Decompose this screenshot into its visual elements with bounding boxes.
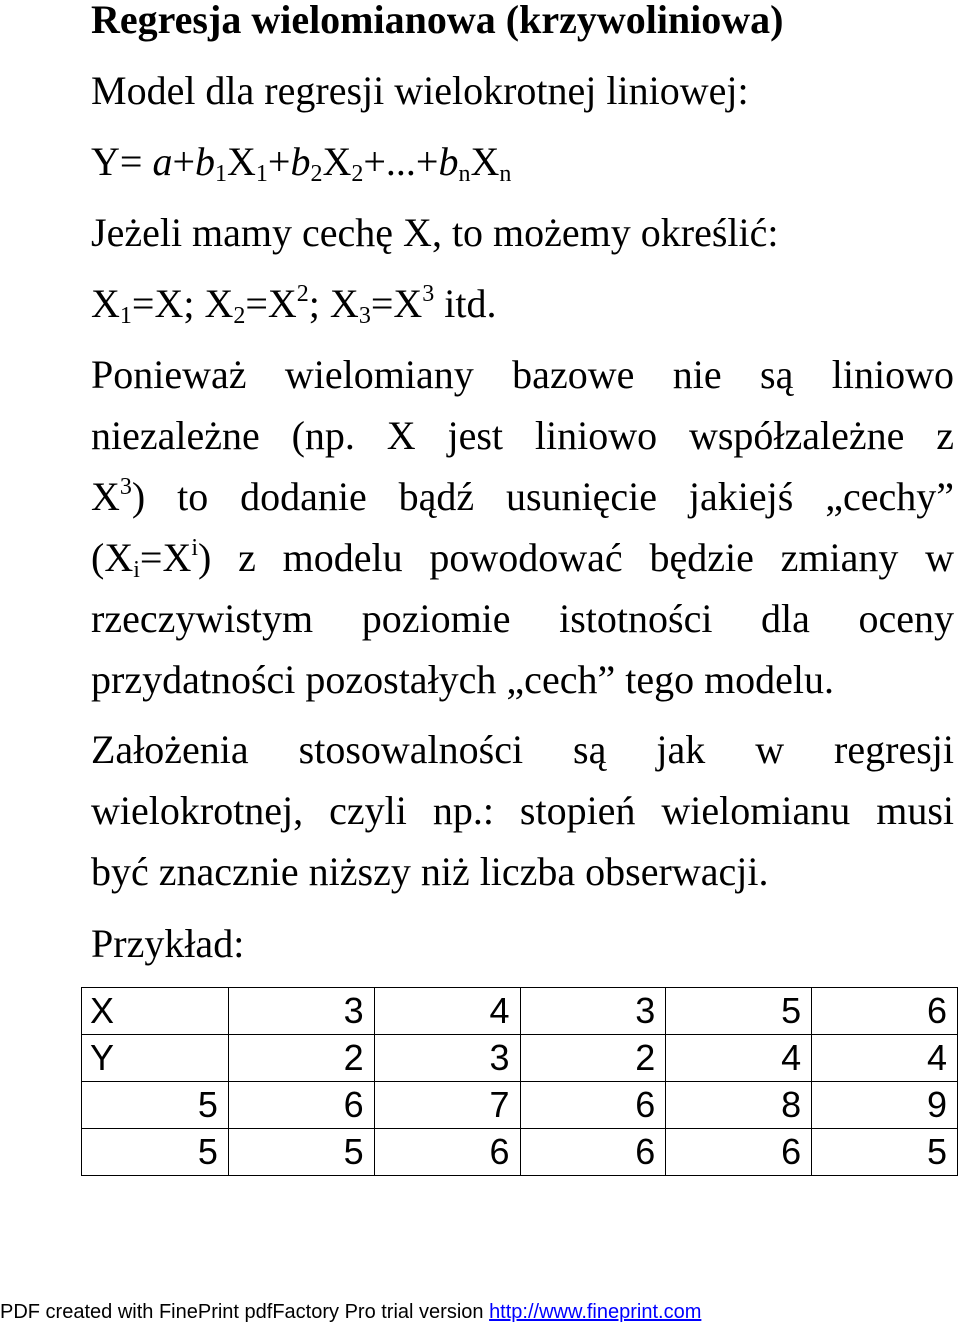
example-table: [81, 987, 958, 1176]
regression-formula: [91, 138, 511, 192]
page-title: Regresja wielomianowa (krzywoliniowa): [91, 0, 784, 42]
table-cell: 6: [666, 1129, 812, 1176]
paragraph1-line4: [91, 534, 954, 588]
table-cell: 5: [82, 1129, 229, 1176]
table-row: [82, 988, 958, 1035]
p1-rest: ) to dodanie bądź usunięcie jakiejś „cechy”: [131, 474, 954, 519]
table-cell: 2: [228, 1035, 374, 1082]
powers-sup: 2: [296, 281, 309, 307]
formula-y-eq: Y=: [91, 139, 153, 184]
powers-eq: =X: [245, 281, 297, 326]
table-cell: 3: [228, 988, 374, 1035]
footer-text: PDF created with FinePrint pdfFactory Pro trial version: [0, 1301, 490, 1323]
paragraph1-line5: rzeczywistym poziomie istotności dla oceny: [91, 596, 954, 641]
formula-b1: b: [195, 139, 216, 184]
table-row: [82, 1082, 958, 1129]
table-cell: 8: [666, 1082, 812, 1129]
paragraph1-line3: [91, 473, 954, 527]
paragraph1-line1: Ponieważ wielomiany bazowe nie są liniowo: [91, 352, 954, 397]
feature-intro: Jeżeli mamy cechę X, to możemy określić:: [91, 210, 779, 255]
table-cell: 6: [374, 1129, 520, 1176]
formula-plus: +: [172, 139, 196, 184]
table-cell: 5: [812, 1129, 958, 1176]
table-cell: 6: [520, 1129, 666, 1176]
table-cell: 9: [812, 1082, 958, 1129]
paragraph2-line1: Założenia stosowalności są jak w regresji: [91, 727, 954, 772]
powers-sub: 1: [119, 303, 132, 329]
table-cell: 4: [666, 1035, 812, 1082]
formula-sub: 2: [351, 161, 364, 187]
formula-xn: X: [470, 139, 500, 184]
powers-x: X: [91, 281, 120, 326]
p1-eq: =X: [139, 535, 192, 580]
p1-open: (X: [91, 535, 134, 580]
formula-b2: b: [290, 139, 311, 184]
table-cell: 4: [812, 1035, 958, 1082]
powers-formula: [91, 280, 497, 334]
table-cell: 3: [520, 988, 666, 1035]
table-cell: 2: [520, 1035, 666, 1082]
table-cell: 3: [374, 1035, 520, 1082]
powers-sub: 2: [233, 303, 246, 329]
powers-sub: 3: [358, 303, 371, 329]
powers-eq: =X;: [131, 281, 205, 326]
table-cell: Y: [82, 1035, 229, 1082]
paragraph1-line2: niezależne (np. X jest liniowo współzależne z: [91, 413, 954, 458]
example-label: Przykład:: [91, 921, 245, 966]
powers-x: X: [329, 281, 359, 326]
paragraph2-line3: być znacznie niższy niż liczba obserwacji.: [91, 849, 769, 894]
table-cell: 4: [374, 988, 520, 1035]
formula-bn: b: [438, 139, 459, 184]
p1-sup: i: [191, 535, 199, 561]
formula-plus: +: [267, 139, 291, 184]
formula-sub: n: [458, 161, 471, 187]
formula-a: a: [152, 139, 173, 184]
footer-link[interactable]: http://www.fineprint.com: [489, 1301, 702, 1323]
powers-x: X: [204, 281, 234, 326]
paragraph2-line2: wielokrotnej, czyli np.: stopień wielomianu musi: [91, 788, 954, 833]
table-cell: 6: [520, 1082, 666, 1129]
powers-sup: 3: [422, 281, 435, 307]
formula-x2: X: [322, 139, 352, 184]
table-cell: 6: [228, 1082, 374, 1129]
table-row: [82, 1129, 958, 1176]
paragraph1-line6: przydatności pozostałych „cech” tego modelu.: [91, 657, 835, 702]
formula-sub: 1: [215, 161, 228, 187]
table-cell: 5: [228, 1129, 374, 1176]
powers-eq: =X: [370, 281, 423, 326]
table-row: [82, 1035, 958, 1082]
formula-sub: n: [499, 161, 512, 187]
p1-sup: 3: [119, 474, 132, 500]
powers-itd: itd.: [434, 281, 497, 326]
table-cell: 7: [374, 1082, 520, 1129]
formula-sub: 2: [310, 161, 323, 187]
model-intro: Model dla regresji wielokrotnej liniowej:: [91, 68, 749, 113]
p1-x: X: [91, 474, 120, 519]
powers-semi: ;: [308, 281, 330, 326]
p1-rest: ) z modelu powodować będzie zmiany w: [198, 535, 954, 580]
table-cell: 5: [82, 1082, 229, 1129]
table-cell: 5: [666, 988, 812, 1035]
table-cell: 6: [812, 988, 958, 1035]
p1-sub: i: [133, 557, 140, 583]
formula-dots: +...+: [363, 139, 439, 184]
formula-x1: X: [227, 139, 256, 184]
pdf-footer: [0, 1299, 701, 1325]
formula-sub: 1: [255, 161, 268, 187]
table-cell: X: [82, 988, 229, 1035]
